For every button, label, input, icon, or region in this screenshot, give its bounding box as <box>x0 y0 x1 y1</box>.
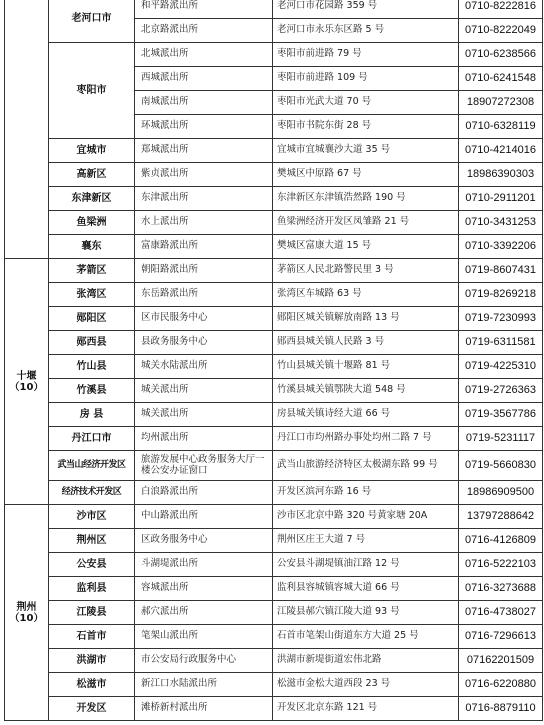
table-row <box>5 0 543 19</box>
unit-cell: 北城派出所 <box>135 43 273 67</box>
unit-cell: 郑城派出所 <box>135 139 273 163</box>
unit-cell: 水上派出所 <box>135 211 273 235</box>
address-cell: 竹山县城关镇十堰路 81 号 <box>273 355 459 379</box>
table-row <box>5 355 543 379</box>
address-cell: 沙市区北京中路 320 号黄家塘 20A <box>273 505 459 529</box>
phone-cell: 0719-6311581 <box>459 331 543 355</box>
unit-cell: 西城派出所 <box>135 67 273 91</box>
unit-cell: 和平路派出所 <box>135 0 273 19</box>
unit-cell: 城关派出所 <box>135 379 273 403</box>
table-row <box>5 481 543 505</box>
district-cell: 沙市区 <box>49 505 135 529</box>
phone-cell: 0710-8222816 <box>459 0 543 19</box>
city-cell <box>5 0 49 259</box>
phone-cell: 0710-3392206 <box>459 235 543 259</box>
phone-cell: 0719-7230993 <box>459 307 543 331</box>
district-cell: 武当山经济开发区 <box>49 451 135 481</box>
district-cell: 房 县 <box>49 403 135 427</box>
district-cell: 松滋市 <box>49 673 135 697</box>
phone-cell: 0710-8222049 <box>459 19 543 43</box>
address-cell: 郧阳区城关镇解放南路 13 号 <box>273 307 459 331</box>
table-row <box>5 187 543 211</box>
phone-cell: 0710-4214016 <box>459 139 543 163</box>
district-cell: 郧阳区 <box>49 307 135 331</box>
district-cell: 石首市 <box>49 625 135 649</box>
district-cell: 江陵县 <box>49 601 135 625</box>
district-cell: 枣阳市 <box>49 43 135 139</box>
address-cell: 樊城区富康大道 15 号 <box>273 235 459 259</box>
table-row <box>5 451 543 481</box>
address-cell: 武当山旅游经济特区太极湖东路 99 号 <box>273 451 459 481</box>
phone-cell: 0716-5222103 <box>459 553 543 577</box>
unit-cell: 城关水陆派出所 <box>135 355 273 379</box>
address-cell: 樊城区中原路 67 号 <box>273 163 459 187</box>
phone-cell: 18907272308 <box>459 91 543 115</box>
table-row <box>5 529 543 553</box>
address-cell: 张湾区车城路 63 号 <box>273 283 459 307</box>
unit-cell: 南城派出所 <box>135 91 273 115</box>
city-cell: 荆州 （10） <box>5 505 49 721</box>
table-row <box>5 43 543 67</box>
address-cell: 茅箭区人民北路警民里 3 号 <box>273 259 459 283</box>
unit-cell: 旅游发展中心政务服务大厅一楼公安办证窗口 <box>135 451 273 481</box>
unit-cell: 新江口水陆派出所 <box>135 673 273 697</box>
district-cell: 竹山县 <box>49 355 135 379</box>
table-row <box>5 553 543 577</box>
table-row <box>5 649 543 673</box>
district-cell: 监利县 <box>49 577 135 601</box>
phone-cell: 0716-4738027 <box>459 601 543 625</box>
phone-cell: 0716-7296613 <box>459 625 543 649</box>
table-row <box>5 625 543 649</box>
address-cell: 公安县斗湖堤镇油江路 12 号 <box>273 553 459 577</box>
unit-cell: 东津派出所 <box>135 187 273 211</box>
address-cell: 荆州区庄王大道 7 号 <box>273 529 459 553</box>
table-row <box>5 235 543 259</box>
phone-cell: 0710-6238566 <box>459 43 543 67</box>
unit-cell: 富康路派出所 <box>135 235 273 259</box>
phone-cell: 0716-4126809 <box>459 529 543 553</box>
district-cell: 高新区 <box>49 163 135 187</box>
phone-cell: 0719-8269218 <box>459 283 543 307</box>
unit-cell: 区市民服务中心 <box>135 307 273 331</box>
address-cell: 枣阳市前进路 79 号 <box>273 43 459 67</box>
district-cell: 张湾区 <box>49 283 135 307</box>
address-cell: 监利县容城镇容城大道 66 号 <box>273 577 459 601</box>
phone-cell: 13797288642 <box>459 505 543 529</box>
address-cell: 丹江口市均州路办事处均州二路 7 号 <box>273 427 459 451</box>
table-row <box>5 259 543 283</box>
unit-cell: 区政务服务中心 <box>135 529 273 553</box>
phone-cell: 0719-4225310 <box>459 355 543 379</box>
table-row <box>5 673 543 697</box>
unit-cell: 滩桥新村派出所 <box>135 697 273 721</box>
phone-cell: 0719-8607431 <box>459 259 543 283</box>
phone-cell: 0710-6241548 <box>459 67 543 91</box>
unit-cell: 东岳路派出所 <box>135 283 273 307</box>
district-cell: 宜城市 <box>49 139 135 163</box>
phone-cell: 18986390303 <box>459 163 543 187</box>
address-cell: 枣阳市前进路 109 号 <box>273 67 459 91</box>
district-cell: 襄东 <box>49 235 135 259</box>
district-cell: 老河口市 <box>49 0 135 43</box>
address-cell: 郧西县城关镇人民路 3 号 <box>273 331 459 355</box>
phone-cell: 0716-3273688 <box>459 577 543 601</box>
unit-cell: 城关派出所 <box>135 403 273 427</box>
unit-cell: 斗湖堤派出所 <box>135 553 273 577</box>
police-station-table <box>4 0 543 721</box>
address-cell: 枣阳市光武大道 70 号 <box>273 91 459 115</box>
district-cell: 开发区 <box>49 697 135 721</box>
unit-cell: 郝穴派出所 <box>135 601 273 625</box>
address-cell: 开发区滨河东路 16 号 <box>273 481 459 505</box>
address-cell: 老河口市永乐东区路 5 号 <box>273 19 459 43</box>
address-cell: 竹溪县城关镇鄂陕大道 548 号 <box>273 379 459 403</box>
phone-cell: 07162201509 <box>459 649 543 673</box>
unit-cell: 县政务服务中心 <box>135 331 273 355</box>
district-cell: 荆州区 <box>49 529 135 553</box>
table-row <box>5 379 543 403</box>
phone-cell: 0719-5231117 <box>459 427 543 451</box>
district-cell: 丹江口市 <box>49 427 135 451</box>
district-cell: 鱼梁洲 <box>49 211 135 235</box>
unit-cell: 环城派出所 <box>135 115 273 139</box>
unit-cell: 中山路派出所 <box>135 505 273 529</box>
district-cell: 东津新区 <box>49 187 135 211</box>
table-row <box>5 139 543 163</box>
address-cell: 老河口市花园路 359 号 <box>273 0 459 19</box>
table-row <box>5 307 543 331</box>
district-cell: 洪湖市 <box>49 649 135 673</box>
district-cell: 公安县 <box>49 553 135 577</box>
address-cell: 鱼梁洲经济开发区凤雏路 21 号 <box>273 211 459 235</box>
address-cell: 江陵县郝穴镇江陵大道 93 号 <box>273 601 459 625</box>
district-cell: 郧西县 <box>49 331 135 355</box>
district-cell: 经济技术开发区 <box>49 481 135 505</box>
address-cell: 松滋市金松大道西段 23 号 <box>273 673 459 697</box>
table-row <box>5 163 543 187</box>
phone-cell: 0710-6328119 <box>459 115 543 139</box>
phone-cell: 18986909500 <box>459 481 543 505</box>
district-cell: 竹溪县 <box>49 379 135 403</box>
phone-cell: 0719-2726363 <box>459 379 543 403</box>
unit-cell: 朝阳路派出所 <box>135 259 273 283</box>
phone-cell: 0719-5660830 <box>459 451 543 481</box>
table-row <box>5 331 543 355</box>
district-cell: 茅箭区 <box>49 259 135 283</box>
table-row <box>5 283 543 307</box>
address-cell: 开发区北京东路 121 号 <box>273 697 459 721</box>
address-cell: 枣阳市书院东街 28 号 <box>273 115 459 139</box>
phone-cell: 0710-3431253 <box>459 211 543 235</box>
table-row <box>5 505 543 529</box>
table-row <box>5 601 543 625</box>
phone-cell: 0716-8879110 <box>459 697 543 721</box>
unit-cell: 北京路派出所 <box>135 19 273 43</box>
table-row <box>5 427 543 451</box>
address-cell: 石首市笔架山街道东方大道 25 号 <box>273 625 459 649</box>
unit-cell: 均州派出所 <box>135 427 273 451</box>
table-row <box>5 697 543 721</box>
phone-cell: 0710-2911201 <box>459 187 543 211</box>
table-row <box>5 211 543 235</box>
city-cell: 十堰 （10） <box>5 259 49 505</box>
unit-cell: 笔架山派出所 <box>135 625 273 649</box>
table-row <box>5 577 543 601</box>
phone-cell: 0716-6220880 <box>459 673 543 697</box>
address-cell: 洪湖市新堤街道宏伟北路 <box>273 649 459 673</box>
unit-cell: 紫贞派出所 <box>135 163 273 187</box>
unit-cell: 市公安局行政服务中心 <box>135 649 273 673</box>
unit-cell: 容城派出所 <box>135 577 273 601</box>
table-row <box>5 403 543 427</box>
address-cell: 宜城市宜城襄沙大道 35 号 <box>273 139 459 163</box>
phone-cell: 0719-3567786 <box>459 403 543 427</box>
address-cell: 房县城关镇诗经大道 66 号 <box>273 403 459 427</box>
address-cell: 东津新区东津镇浩然路 190 号 <box>273 187 459 211</box>
unit-cell: 白浪路派出所 <box>135 481 273 505</box>
